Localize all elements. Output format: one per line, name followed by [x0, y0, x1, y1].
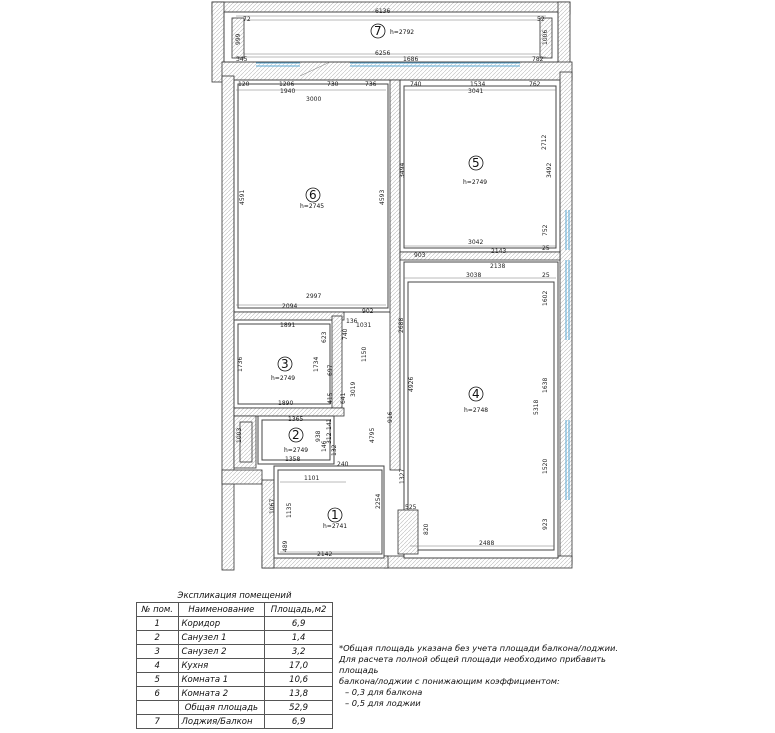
note-bullet: – 0,3 для балкона — [345, 687, 423, 697]
table-row — [137, 645, 333, 659]
dimension-label: 345 — [236, 56, 248, 63]
dimension-label: 312 — [326, 432, 333, 444]
dimension-label: 3019 — [350, 381, 357, 397]
dimension-label: 1358 — [285, 456, 301, 463]
room-number: 1 — [331, 508, 339, 522]
dimension-label: 146 — [321, 440, 328, 452]
table-row — [137, 631, 333, 645]
dimension-label: 2094 — [282, 303, 298, 310]
dimension-label: 1534 — [470, 81, 486, 88]
table-total-row — [137, 701, 333, 715]
row-name: Комната 1 — [178, 673, 265, 687]
row-area: 6,9 — [265, 617, 333, 631]
wall-partition — [390, 80, 400, 470]
dimension-label: 52 — [537, 16, 545, 23]
row-name: Лоджия/Балкон — [178, 715, 265, 729]
dimension-label: 902 — [362, 308, 374, 315]
dimension-label: 3038 — [466, 272, 482, 279]
dimension-label: 762 — [529, 81, 541, 88]
room-number: 7 — [374, 24, 382, 38]
dimension-label: 3041 — [468, 88, 484, 95]
row-number: 2 — [137, 631, 179, 645]
dimension-label: 120 — [238, 81, 250, 88]
dimension-label: 903 — [414, 252, 426, 259]
dimension-label: 1602 — [542, 290, 549, 306]
explication-caption: Экспликация помещений — [137, 589, 333, 603]
dimension-label: 1638 — [542, 377, 549, 393]
table-row — [137, 659, 333, 673]
row-area: 1,4 — [265, 631, 333, 645]
row-name: Общая площадь — [178, 701, 265, 715]
row-number: 7 — [137, 715, 179, 729]
dimension-label: 2712 — [541, 134, 548, 150]
room-number: 3 — [281, 357, 289, 371]
row-number: 5 — [137, 673, 179, 687]
dimension-label: 4926 — [408, 376, 415, 392]
row-name: Санузел 2 — [178, 645, 265, 659]
dimension-label: 740 — [410, 81, 422, 88]
dimension-label: 938 — [315, 430, 322, 442]
row-area: 52,9 — [265, 701, 333, 715]
dimension-label: 1206 — [279, 81, 295, 88]
row-area: 17,0 — [265, 659, 333, 673]
dimension-label: 1067 — [269, 498, 276, 514]
dimension-label: 1520 — [542, 458, 549, 474]
note-bullet: – 0,5 для лоджии — [345, 698, 421, 708]
dimension-label: 623 — [321, 331, 328, 343]
note-line: площадь — [339, 665, 379, 675]
dimension-label: 1327 — [399, 468, 406, 484]
dimension-label: 1686 — [403, 56, 419, 63]
dimension-label: 72 — [243, 16, 251, 23]
dimension-label: 25 — [542, 272, 550, 279]
header-area: Площадь,м2 — [265, 603, 333, 617]
dimension-label: 697 — [327, 364, 334, 376]
room-height: h=2749 — [463, 179, 488, 186]
dimension-label: 999 — [235, 33, 242, 45]
dimension-label: 6256 — [375, 50, 391, 57]
dimension-label: 4591 — [239, 189, 246, 205]
dimension-label: 141 — [326, 418, 333, 430]
table-row — [137, 715, 333, 729]
table-row — [137, 687, 333, 701]
dimension-label: 2138 — [490, 263, 506, 270]
dimension-label: 1365 — [288, 416, 304, 423]
row-number: 6 — [137, 687, 179, 701]
row-number: 1 — [137, 617, 179, 631]
row-area: 13,8 — [265, 687, 333, 701]
dimension-label: 1150 — [361, 346, 368, 362]
explication-table — [136, 589, 333, 729]
dimension-label: 1890 — [278, 400, 294, 407]
note-line: Для расчета полной общей площади необходимо прибавить — [339, 654, 606, 664]
room-height: h=2745 — [300, 203, 325, 210]
dimension-label: 820 — [423, 523, 430, 535]
dimension-label: 1101 — [304, 475, 320, 482]
row-number: 3 — [137, 645, 179, 659]
dimension-label: 752 — [542, 224, 549, 236]
dimension-label: 730 — [327, 81, 339, 88]
dimension-label: 641 — [340, 392, 347, 404]
dimension-label: 3492 — [546, 162, 553, 178]
dimension-label: 4795 — [369, 427, 376, 443]
dimension-label: 2143 — [491, 248, 507, 255]
room-number: 2 — [292, 428, 300, 442]
dimension-label: 1135 — [286, 502, 293, 518]
room-number: 6 — [309, 188, 317, 202]
room-height: h=2749 — [271, 375, 296, 382]
row-name: Санузел 1 — [178, 631, 265, 645]
row-name: Комната 2 — [178, 687, 265, 701]
dimension-label: 1940 — [280, 88, 296, 95]
table-row — [137, 673, 333, 687]
dimension-label: 25 — [542, 245, 550, 252]
dimension-label: 489 — [282, 540, 289, 552]
room-height: h=2741 — [323, 523, 348, 530]
dimension-label: 923 — [542, 518, 549, 530]
dimension-label: 2142 — [317, 551, 333, 558]
room-number: 5 — [472, 156, 480, 170]
header-name: Наименование — [178, 603, 265, 617]
dimension-label: 916 — [387, 411, 394, 423]
dimension-label: 5318 — [533, 399, 540, 415]
dimension-label: 1891 — [280, 322, 296, 329]
header-number: № пом. — [137, 603, 179, 617]
dimension-label: 2254 — [375, 493, 382, 509]
dimension-label: 6136 — [375, 8, 391, 15]
row-name: Кухня — [178, 659, 265, 673]
dimension-label: 525 — [405, 504, 417, 511]
note-line: *Общая площадь указана без учета площади балкона/лоджии. — [339, 643, 619, 653]
area-note — [339, 643, 669, 709]
room-height: h=2749 — [284, 447, 309, 454]
dimension-label: 132 — [331, 444, 338, 456]
dimension-label: 4593 — [379, 189, 386, 205]
dimension-label: 415 — [327, 392, 334, 404]
dimension-label: 2488 — [479, 540, 495, 547]
dimension-label: 3042 — [468, 239, 484, 246]
dimension-label: 1734 — [313, 356, 320, 372]
dimension-label: 1736 — [237, 356, 244, 372]
dimension-label: 136 — [346, 318, 358, 325]
table-row — [137, 617, 333, 631]
dimension-label: 1031 — [356, 322, 372, 329]
row-number: 4 — [137, 659, 179, 673]
table-header — [137, 603, 333, 617]
room-height: h=2748 — [464, 407, 489, 414]
dimension-label: 782 — [532, 56, 544, 63]
dimension-label: 3000 — [306, 96, 322, 103]
row-area: 3,2 — [265, 645, 333, 659]
row-area: 10,6 — [265, 673, 333, 687]
row-name: Коридор — [178, 617, 265, 631]
dimension-label: 1003 — [236, 427, 243, 443]
dimension-label: 1006 — [542, 29, 549, 45]
room-height: h=2792 — [390, 29, 415, 36]
dimension-label: 740 — [342, 328, 349, 340]
note-line: балкона/лоджии с понижающим коэффициентом: — [339, 676, 560, 686]
row-number-empty — [137, 701, 179, 715]
room-number: 4 — [472, 387, 480, 401]
room-5 — [400, 80, 560, 252]
dimension-label: 3494 — [399, 162, 406, 178]
row-area: 6,9 — [265, 715, 333, 729]
dimension-label: 736 — [365, 81, 377, 88]
dimension-label: 240 — [337, 461, 349, 468]
dimension-label: 2688 — [398, 317, 405, 333]
dimension-label: 2997 — [306, 293, 322, 300]
loggia-room-7 — [224, 12, 558, 76]
